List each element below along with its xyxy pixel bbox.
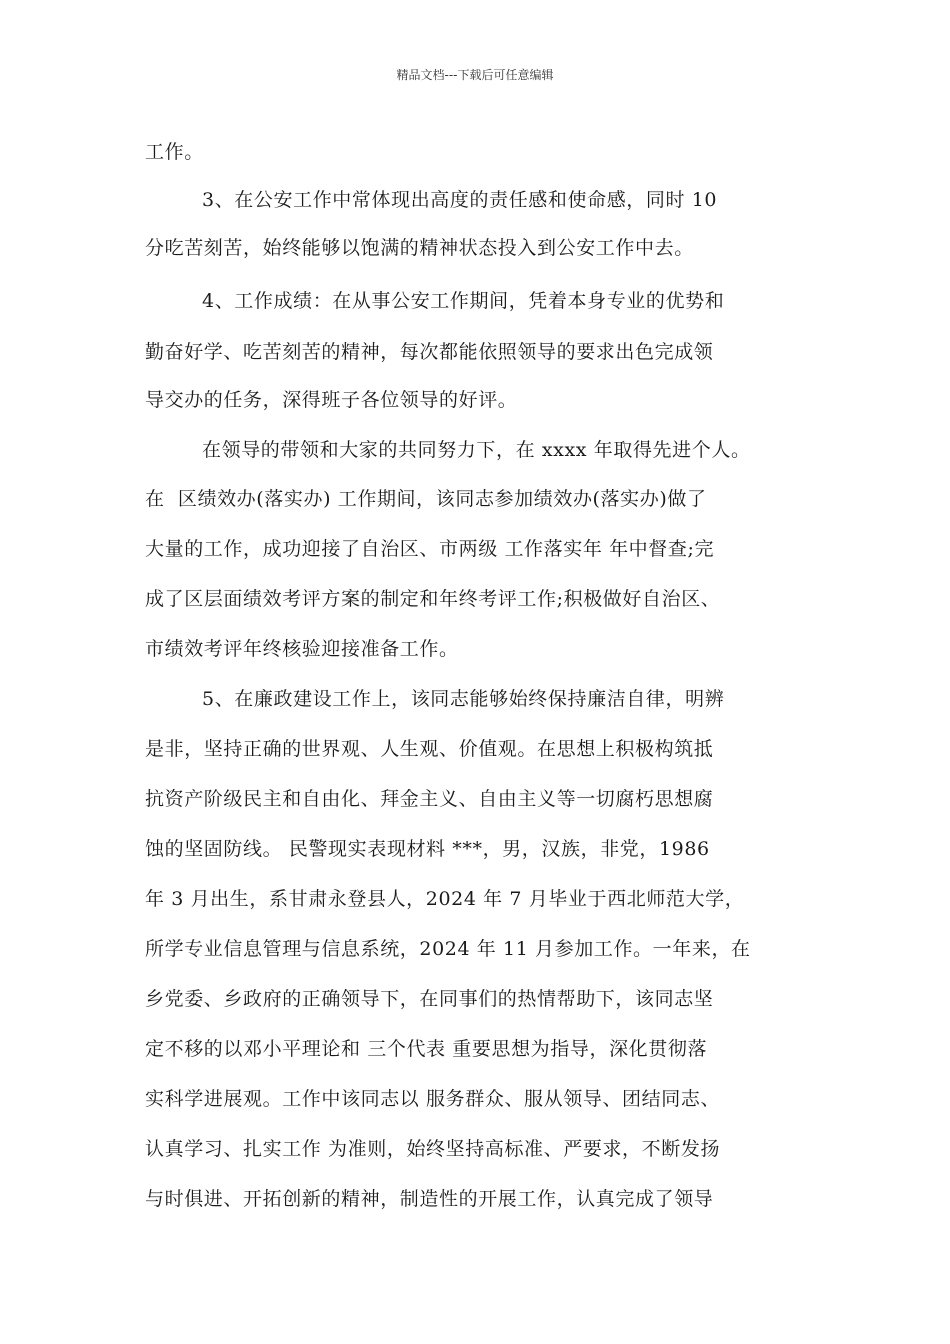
body-line: 抗资产阶级民主和自由化、拜金主义、自由主义等一切腐朽思想腐 (145, 788, 714, 810)
body-line: 是非，坚持正确的世界观、人生观、价值观。在思想上积极构筑抵 (145, 738, 714, 760)
body-line: 3、在公安工作中常体现出高度的责任感和使命感，同时 10 (202, 189, 718, 211)
body-line: 定不移的以邓小平理论和 三个代表 重要思想为指导，深化贯彻落 (145, 1038, 708, 1060)
body-line: 市绩效考评年终核验迎接准备工作。 (145, 638, 459, 660)
page-header: 精品文档---下载后可任意编辑 (396, 68, 554, 82)
body-line: 在 区绩效办(落实办) 工作期间，该同志参加绩效办(落实办)做了 (145, 488, 707, 510)
body-line: 实科学进展观。工作中该同志以 服务群众、服从领导、团结同志、 (145, 1088, 721, 1110)
body-line: 所学专业信息管理与信息系统，2024 年 11 月参加工作。一年来，在 (145, 938, 751, 960)
body-line: 乡党委、乡政府的正确领导下，在同事们的热情帮助下，该同志坚 (145, 988, 714, 1010)
body-line: 蚀的坚固防线。 民警现实表现材料 ***，男，汉族，非党，1986 (145, 838, 710, 860)
body-line: 5、在廉政建设工作上，该同志能够始终保持廉洁自律，明辨 (202, 688, 725, 710)
body-line: 勤奋好学、吃苦刻苦的精神，每次都能依照领导的要求出色完成领 (145, 341, 714, 363)
body-line: 工作。 (145, 141, 204, 163)
body-line: 4、工作成绩：在从事公安工作期间，凭着本身专业的优势和 (202, 290, 725, 312)
body-line: 成了区层面绩效考评方案的制定和年终考评工作;积极做好自治区、 (145, 588, 721, 610)
body-line: 年 3 月出生，系甘肃永登县人，2024 年 7 月毕业于西北师范大学， (145, 888, 745, 910)
body-line: 分吃苦刻苦，始终能够以饱满的精神状态投入到公安工作中去。 (145, 237, 694, 259)
body-line: 导交办的任务，深得班子各位领导的好评。 (145, 389, 518, 411)
body-line: 在领导的带领和大家的共同努力下，在 xxxx 年取得先进个人。 (202, 439, 751, 461)
body-line: 认真学习、扎实工作 为准则，始终坚持高标准、严要求，不断发扬 (145, 1138, 721, 1160)
body-line: 大量的工作，成功迎接了自治区、市两级 工作落实年 年中督查;完 (145, 538, 715, 560)
body-line: 与时俱进、开拓创新的精神，制造性的开展工作，认真完成了领导 (145, 1188, 714, 1210)
